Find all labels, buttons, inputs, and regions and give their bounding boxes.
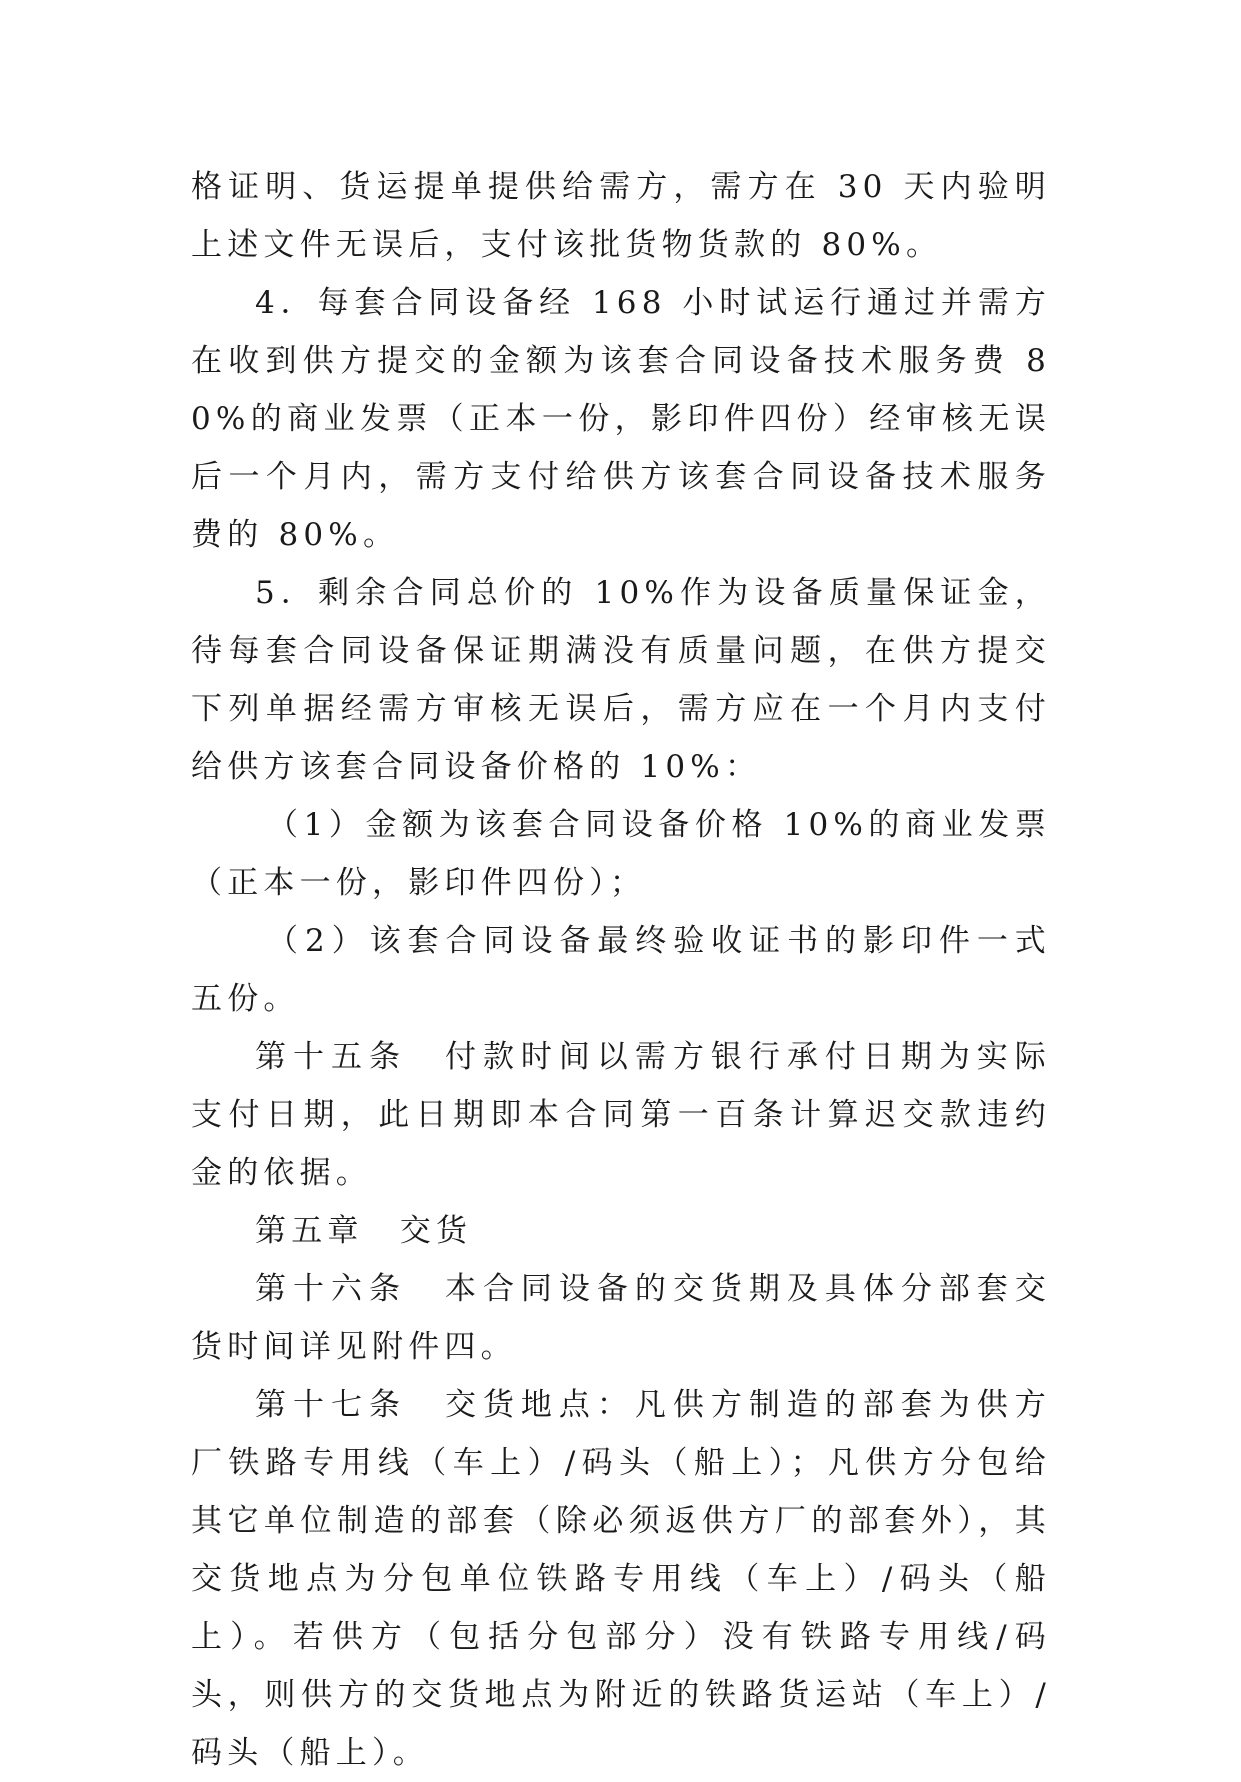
paragraph-article-15: 第十五条 付款时间以需方银行承付日期为实际支付日期，此日期即本合同第一百条计算迟交款违约金的依据。: [191, 1039, 1051, 1191]
paragraph-continuation: 格证明、货运提单提供给需方，需方在 30 天内验明上述文件无误后，支付该批货物货款的 80%。: [191, 169, 1051, 263]
paragraph-article-17: 第十七条 交货地点：凡供方制造的部套为供方厂铁路专用线（车上）/码头（船上）；凡供方分包给其它单位制造的部套（除必须返供方厂的部套外），其交货地点为分包单位铁路专用线（车上）/码头（船上）。若供方（包括分包部分）没有铁路专用线/码头，则供方的交货地点为附近的铁路货运站（车上）/码头（船上）。: [191, 1387, 1051, 1771]
chapter-heading: 第五章 交货: [255, 1213, 473, 1249]
paragraph-item-5: 5．剩余合同总价的 10%作为设备质量保证金，待每套合同设备保证期满没有质量问题，在供方提交下列单据经需方审核无误后，需方应在一个月内支付给供方该套合同设备价格的 10%：: [191, 575, 1051, 785]
paragraph-subitem-1: （1）金额为该套合同设备价格 10%的商业发票（正本一份，影印件四份）；: [191, 807, 1051, 901]
document-body: [191, 158, 1051, 1782]
paragraph-article-16: 第十六条 本合同设备的交货期及具体分部套交货时间详见附件四。: [191, 1271, 1051, 1365]
paragraph-subitem-2: （2）该套合同设备最终验收证书的影印件一式五份。: [191, 923, 1051, 1017]
paragraph-item-4: 4．每套合同设备经 168 小时试运行通过并需方在收到供方提交的金额为该套合同设备技术服务费 80%的商业发票（正本一份，影印件四份）经审核无误后一个月内，需方支付给供方该套合同设备技术服务费的 80%。: [191, 285, 1051, 553]
